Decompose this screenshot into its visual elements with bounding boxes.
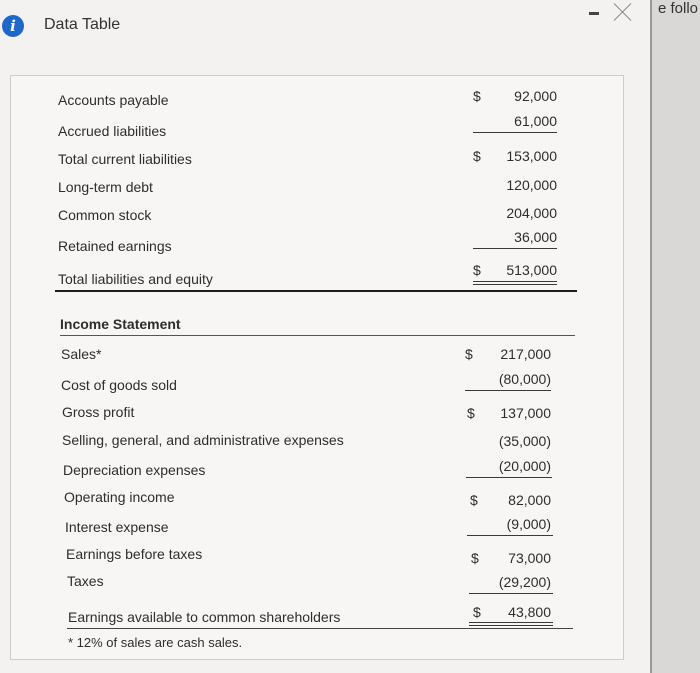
footnote: * 12% of sales are cash sales. — [68, 635, 243, 650]
row-label: Total current liabilities — [58, 151, 192, 167]
row-label: Earnings before taxes — [66, 546, 203, 562]
row-value: (35,000) — [498, 433, 551, 449]
row-label: Earnings available to common shareholders — [68, 609, 341, 625]
subtotal-underline — [473, 132, 557, 133]
background-window — [650, 0, 700, 673]
section-divider — [55, 290, 577, 292]
row-value: (80,000) — [498, 371, 551, 387]
dollar-sign: $ — [473, 148, 481, 164]
row-value: 204,000 — [506, 205, 557, 221]
row-value: 217,000 — [500, 346, 551, 362]
dollar-sign: $ — [465, 346, 473, 362]
row-label: Taxes — [67, 573, 104, 589]
row-label: Depreciation expenses — [63, 462, 206, 478]
row-label: Interest expense — [65, 519, 169, 535]
row-value: 73,000 — [508, 550, 551, 566]
row-value: 120,000 — [506, 177, 557, 193]
row-value: 153,000 — [506, 148, 557, 164]
subtotal-underline — [473, 248, 557, 249]
info-icon: i — [2, 15, 24, 37]
row-label: Common stock — [58, 207, 152, 223]
row-label: Retained earnings — [58, 238, 172, 254]
total-double-underline — [473, 281, 557, 285]
row-label: Gross profit — [62, 404, 135, 420]
dollar-sign: $ — [467, 405, 475, 421]
subtotal-underline — [465, 390, 551, 391]
row-value: 43,800 — [508, 604, 551, 620]
row-value: (29,200) — [498, 574, 551, 590]
dollar-sign: $ — [473, 262, 481, 278]
row-value: 82,000 — [508, 492, 551, 508]
row-label: Accounts payable — [58, 92, 169, 108]
row-label: Accrued liabilities — [58, 123, 167, 139]
section-divider — [67, 628, 573, 629]
subtotal-underline — [469, 593, 553, 594]
row-label: Operating income — [64, 489, 175, 505]
row-value: (9,000) — [506, 516, 551, 532]
total-double-underline — [469, 622, 553, 626]
dollar-sign: $ — [470, 492, 478, 508]
close-icon[interactable] — [613, 2, 633, 22]
data-table-card — [10, 75, 624, 660]
minimize-icon[interactable] — [589, 12, 599, 15]
row-value: 61,000 — [514, 113, 557, 129]
dollar-sign: $ — [473, 88, 481, 104]
subtotal-underline — [466, 477, 552, 478]
row-value: 513,000 — [506, 262, 557, 278]
background-window-text: e follo — [658, 0, 699, 17]
dollar-sign: $ — [471, 550, 479, 566]
income-statement-heading: Income Statement — [60, 316, 181, 332]
row-value: 36,000 — [514, 229, 557, 245]
row-label: Total liabilities and equity — [58, 271, 213, 287]
subtotal-underline — [467, 535, 553, 536]
heading-underline — [60, 335, 575, 336]
row-value: 92,000 — [514, 88, 557, 104]
dollar-sign: $ — [473, 604, 481, 620]
row-label: Sales* — [61, 346, 102, 362]
row-value: 137,000 — [500, 405, 551, 421]
row-label: Cost of goods sold — [61, 377, 177, 393]
row-value: (20,000) — [498, 458, 551, 474]
row-label: Selling, general, and administrative expenses — [62, 432, 344, 448]
window-title: Data Table — [44, 16, 121, 33]
row-label: Long-term debt — [58, 179, 153, 195]
